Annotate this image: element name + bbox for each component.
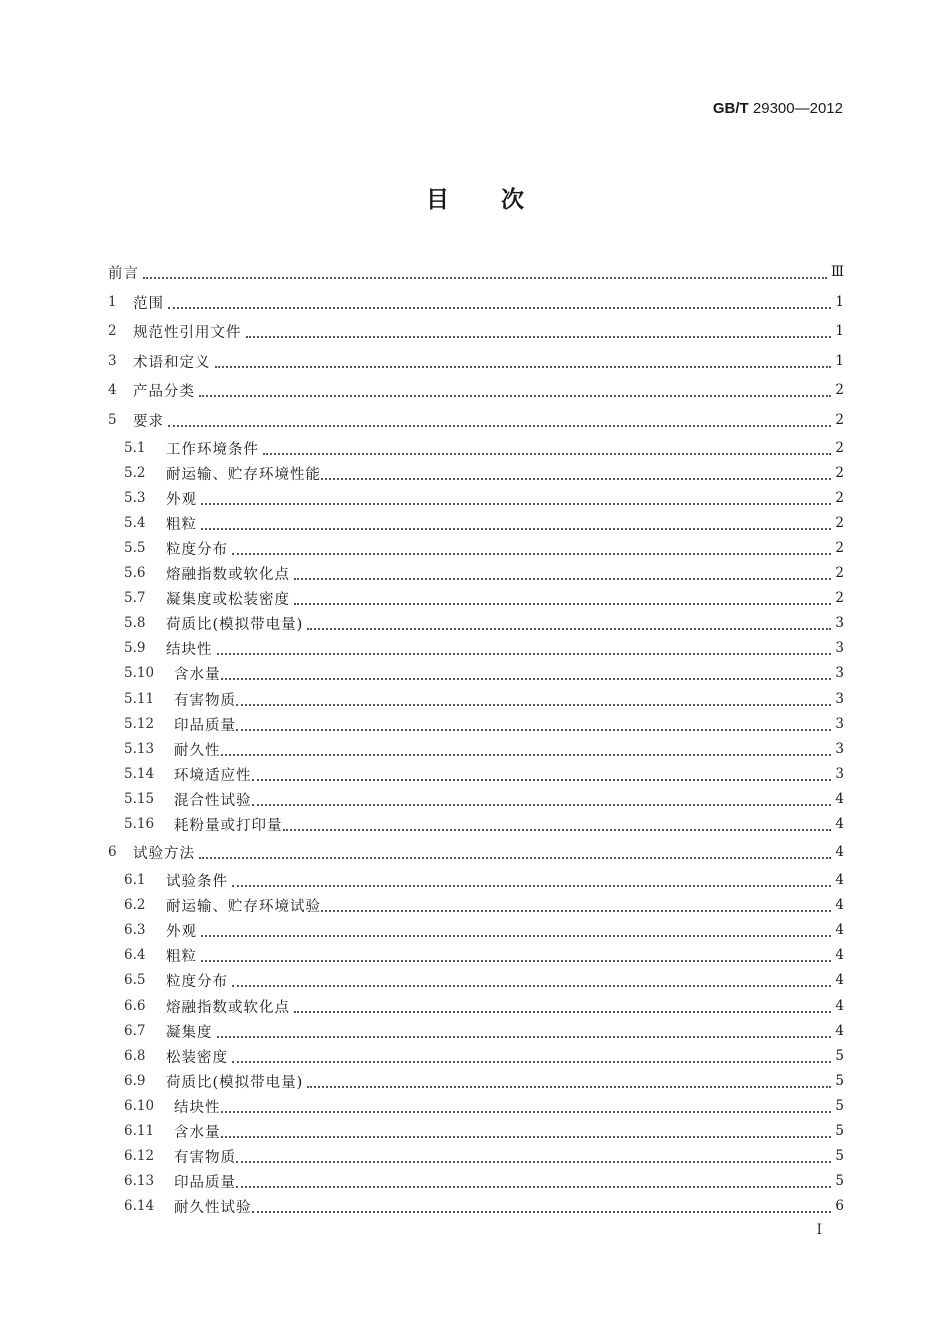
toc-entry-number: 6.10 bbox=[124, 1098, 155, 1114]
standard-code bbox=[713, 100, 843, 117]
toc-entry-label: 有害物质 bbox=[174, 1149, 236, 1166]
toc-entry-label: 外观 bbox=[166, 491, 197, 508]
toc-leader-dots bbox=[236, 688, 831, 706]
toc-entry[interactable] bbox=[108, 261, 844, 283]
toc-leader-dots bbox=[215, 350, 832, 368]
toc-entry-number: 5.14 bbox=[124, 766, 155, 782]
toc-entry-label: 范围 bbox=[133, 295, 164, 312]
toc-entry[interactable] bbox=[124, 462, 844, 484]
toc-entry[interactable] bbox=[124, 969, 844, 991]
toc-entry-page: 6 bbox=[835, 1198, 844, 1214]
toc-entry-page: 5 bbox=[835, 1048, 844, 1064]
toc-leader-dots bbox=[246, 320, 832, 338]
toc-entry-page: 2 bbox=[835, 515, 844, 531]
toc-entry[interactable] bbox=[108, 291, 844, 313]
toc-entry-number: 6.2 bbox=[124, 897, 146, 913]
toc-entry-number: 6 bbox=[108, 844, 117, 860]
toc-leader-dots bbox=[232, 969, 831, 987]
toc-leader-dots bbox=[221, 738, 832, 756]
toc-entry-page: 5 bbox=[835, 1173, 844, 1189]
toc-leader-dots bbox=[221, 662, 832, 680]
toc-entry-page: 2 bbox=[835, 465, 844, 481]
toc-leader-dots bbox=[232, 1045, 831, 1063]
toc-entry-page: 4 bbox=[835, 972, 844, 988]
toc-entry-number: 5.10 bbox=[124, 665, 155, 681]
toc-entry[interactable] bbox=[124, 1170, 844, 1192]
toc-entry-page: 5 bbox=[835, 1148, 844, 1164]
toc-entry-page: 1 bbox=[835, 323, 844, 339]
toc-leader-dots bbox=[168, 409, 831, 427]
toc-entry-label: 含水量 bbox=[174, 1124, 221, 1141]
toc-entry-page: 2 bbox=[835, 490, 844, 506]
toc-entry-page: 1 bbox=[835, 294, 844, 310]
toc-entry-page: 2 bbox=[835, 565, 844, 581]
toc-entry[interactable] bbox=[124, 1120, 844, 1142]
toc-entry[interactable] bbox=[108, 409, 844, 431]
toc-entry-number: 5.8 bbox=[124, 615, 146, 631]
toc-entry-label: 熔融指数或软化点 bbox=[166, 566, 290, 583]
toc-entry[interactable] bbox=[108, 350, 844, 372]
toc-leader-dots bbox=[199, 841, 831, 859]
toc-entry-label: 荷质比(模拟带电量) bbox=[166, 1074, 304, 1091]
toc-entry-label: 荷质比(模拟带电量) bbox=[166, 616, 304, 633]
toc-entry[interactable] bbox=[124, 1095, 844, 1117]
page-folio: I bbox=[816, 1222, 822, 1238]
toc-entry-number: 5.9 bbox=[124, 640, 146, 656]
toc-entry[interactable] bbox=[124, 763, 844, 785]
toc-entry[interactable] bbox=[124, 1070, 844, 1092]
toc-entry-number: 5.16 bbox=[124, 816, 155, 832]
toc-entry-label: 结块性 bbox=[166, 641, 213, 658]
toc-entry[interactable] bbox=[124, 944, 844, 966]
toc-entry-page: 4 bbox=[835, 872, 844, 888]
toc-leader-dots bbox=[236, 1170, 831, 1188]
toc-leader-dots bbox=[321, 894, 831, 912]
toc-leader-dots bbox=[252, 788, 832, 806]
toc-leader-dots bbox=[232, 869, 831, 887]
toc-entry[interactable] bbox=[108, 379, 844, 401]
toc-entry[interactable] bbox=[124, 662, 844, 684]
toc-entry[interactable] bbox=[124, 919, 844, 941]
toc-entry-page: 5 bbox=[835, 1098, 844, 1114]
toc-entry-page: 4 bbox=[835, 998, 844, 1014]
toc-entry-number: 5.15 bbox=[124, 791, 155, 807]
toc-entry-page: 5 bbox=[835, 1073, 844, 1089]
toc-title: 目次 bbox=[426, 186, 576, 213]
toc-leader-dots bbox=[236, 713, 831, 731]
toc-entry-label: 耐久性试验 bbox=[174, 1199, 252, 1216]
toc-entry-page: 3 bbox=[835, 741, 844, 757]
toc-entry-number: 5.7 bbox=[124, 590, 146, 606]
toc-leader-dots bbox=[201, 487, 831, 505]
toc-entry[interactable] bbox=[124, 813, 844, 835]
toc-leader-dots bbox=[252, 1195, 832, 1213]
toc-entry-number: 6.3 bbox=[124, 922, 146, 938]
toc-entry-page: 2 bbox=[835, 540, 844, 556]
toc-entry[interactable] bbox=[124, 788, 844, 810]
toc-entry-page: 4 bbox=[835, 1023, 844, 1039]
toc-entry[interactable] bbox=[124, 612, 844, 634]
toc-entry-page: 3 bbox=[835, 691, 844, 707]
toc-leader-dots bbox=[221, 1120, 832, 1138]
toc-entry-number: 5.5 bbox=[124, 540, 146, 556]
standard-number: 29300—2012 bbox=[752, 100, 843, 117]
toc-leader-dots bbox=[294, 562, 831, 580]
toc-leader-dots bbox=[217, 1020, 832, 1038]
toc-leader-dots bbox=[294, 995, 831, 1013]
toc-leader-dots bbox=[263, 437, 831, 455]
toc-entry-number: 5.3 bbox=[124, 490, 146, 506]
toc-leader-dots bbox=[201, 919, 831, 937]
toc-entry-page: 3 bbox=[835, 665, 844, 681]
toc-entry-page: 3 bbox=[835, 615, 844, 631]
toc-entry-number: 5.11 bbox=[124, 691, 155, 707]
toc-entry-number: 6.9 bbox=[124, 1073, 146, 1089]
toc-leader-dots bbox=[221, 1095, 832, 1113]
toc-entry-label: 松装密度 bbox=[166, 1049, 228, 1066]
toc-entry-label: 印品质量 bbox=[174, 717, 236, 734]
toc-leader-dots bbox=[307, 612, 831, 630]
toc-entry-number: 6.8 bbox=[124, 1048, 146, 1064]
toc-entry-page: 4 bbox=[835, 791, 844, 807]
toc-entry-label: 产品分类 bbox=[133, 383, 195, 400]
toc-entry-number: 6.5 bbox=[124, 972, 146, 988]
toc-entry-page: 4 bbox=[835, 947, 844, 963]
toc-entry[interactable] bbox=[124, 1045, 844, 1067]
toc-entry-label: 要求 bbox=[133, 413, 164, 430]
toc-entry[interactable] bbox=[124, 537, 844, 559]
toc-entry-label: 环境适应性 bbox=[174, 767, 252, 784]
toc-entry[interactable] bbox=[124, 1195, 844, 1217]
toc-entry-label: 耗粉量或打印量 bbox=[174, 817, 283, 834]
toc-entry[interactable] bbox=[124, 738, 844, 760]
toc-entry[interactable] bbox=[124, 1145, 844, 1167]
toc-entry-label: 规范性引用文件 bbox=[133, 324, 242, 341]
toc-entry-page: 2 bbox=[835, 590, 844, 606]
toc-entry-label: 前言 bbox=[108, 265, 139, 282]
toc-entry[interactable] bbox=[124, 1020, 844, 1042]
toc-leader-dots bbox=[232, 537, 831, 555]
toc-entry-label: 外观 bbox=[166, 923, 197, 940]
toc-entry[interactable] bbox=[108, 841, 844, 863]
toc-entry-number: 5.12 bbox=[124, 716, 155, 732]
toc-entry-number: 5.6 bbox=[124, 565, 146, 581]
toc-entry[interactable] bbox=[124, 487, 844, 509]
toc-entry-page: Ⅲ bbox=[830, 264, 844, 280]
toc-entry-page: 4 bbox=[835, 844, 844, 860]
toc-entry-page: 2 bbox=[835, 440, 844, 456]
toc-entry-number: 6.1 bbox=[124, 872, 146, 888]
toc-entry-number: 4 bbox=[108, 382, 117, 398]
toc-entry-number: 2 bbox=[108, 323, 117, 339]
toc-entry-label: 耐运输、贮存环境试验 bbox=[166, 898, 321, 915]
toc-entry-label: 印品质量 bbox=[174, 1174, 236, 1191]
toc-entry[interactable] bbox=[124, 512, 844, 534]
toc-entry-label: 混合性试验 bbox=[174, 792, 252, 809]
toc-leader-dots bbox=[201, 512, 831, 530]
toc-leader-dots bbox=[201, 944, 831, 962]
toc-entry-label: 结块性 bbox=[174, 1099, 221, 1116]
toc-entry-label: 术语和定义 bbox=[133, 354, 211, 371]
toc-entry[interactable] bbox=[124, 894, 844, 916]
toc-leader-dots bbox=[321, 462, 831, 480]
toc-entry-page: 4 bbox=[835, 816, 844, 832]
toc-entry[interactable] bbox=[124, 995, 844, 1017]
toc-entry-page: 5 bbox=[835, 1123, 844, 1139]
toc-entry-label: 耐运输、贮存环境性能 bbox=[166, 466, 321, 483]
toc-leader-dots bbox=[294, 587, 831, 605]
toc-leader-dots bbox=[168, 291, 831, 309]
toc-leader-dots bbox=[143, 261, 827, 279]
toc-entry-number: 6.12 bbox=[124, 1148, 155, 1164]
toc-entry-page: 1 bbox=[835, 353, 844, 369]
toc-entry[interactable] bbox=[124, 688, 844, 710]
toc-entry-label: 粒度分布 bbox=[166, 541, 228, 558]
toc-entry-number: 5.13 bbox=[124, 741, 155, 757]
toc-entry[interactable] bbox=[124, 869, 844, 891]
toc-entry-label: 工作环境条件 bbox=[166, 441, 259, 458]
toc-entry-number: 6.4 bbox=[124, 947, 146, 963]
toc-entry[interactable] bbox=[124, 437, 844, 459]
toc-entry-number: 5 bbox=[108, 412, 117, 428]
toc-entry-number: 6.11 bbox=[124, 1123, 155, 1139]
toc-entry-page: 3 bbox=[835, 640, 844, 656]
toc-entry-page: 2 bbox=[835, 412, 844, 428]
toc-entry-number: 5.2 bbox=[124, 465, 146, 481]
toc-entry-number: 5.1 bbox=[124, 440, 146, 456]
toc-entry-label: 粗粒 bbox=[166, 948, 197, 965]
toc-entry-label: 有害物质 bbox=[174, 692, 236, 709]
toc-entry-number: 6.14 bbox=[124, 1198, 155, 1214]
toc-entry-label: 含水量 bbox=[174, 666, 221, 683]
toc-leader-dots bbox=[217, 637, 832, 655]
toc-entry-number: 6.13 bbox=[124, 1173, 155, 1189]
toc-entry-page: 3 bbox=[835, 716, 844, 732]
toc-entry-label: 粗粒 bbox=[166, 516, 197, 533]
toc-entry-page: 4 bbox=[835, 897, 844, 913]
toc-entry[interactable] bbox=[124, 637, 844, 659]
toc-entry-number: 1 bbox=[108, 294, 117, 310]
toc-entry-number: 3 bbox=[108, 353, 117, 369]
toc-entry-label: 试验条件 bbox=[166, 873, 228, 890]
toc-entry-label: 耐久性 bbox=[174, 742, 221, 759]
toc-entry-page: 3 bbox=[835, 766, 844, 782]
toc-entry[interactable] bbox=[124, 713, 844, 735]
toc-leader-dots bbox=[199, 379, 831, 397]
toc-leader-dots bbox=[283, 813, 832, 831]
toc-entry-label: 试验方法 bbox=[133, 845, 195, 862]
toc-leader-dots bbox=[252, 763, 832, 781]
standard-prefix: GB/T bbox=[712, 100, 749, 117]
toc-entry-page: 4 bbox=[835, 922, 844, 938]
toc-entry-label: 粒度分布 bbox=[166, 973, 228, 990]
toc-leader-dots bbox=[236, 1145, 831, 1163]
toc-leader-dots bbox=[307, 1070, 831, 1088]
toc-entry-label: 凝集度或松装密度 bbox=[166, 591, 290, 608]
toc-entry-page: 2 bbox=[835, 382, 844, 398]
toc-entry-label: 熔融指数或软化点 bbox=[166, 999, 290, 1016]
toc-entry-number: 6.6 bbox=[124, 998, 146, 1014]
toc-entry-number: 5.4 bbox=[124, 515, 146, 531]
toc-entry[interactable] bbox=[108, 320, 844, 342]
toc-entry-label: 凝集度 bbox=[166, 1024, 213, 1041]
toc-entry[interactable] bbox=[124, 562, 844, 584]
toc-entry[interactable] bbox=[124, 587, 844, 609]
toc-entry-number: 6.7 bbox=[124, 1023, 146, 1039]
